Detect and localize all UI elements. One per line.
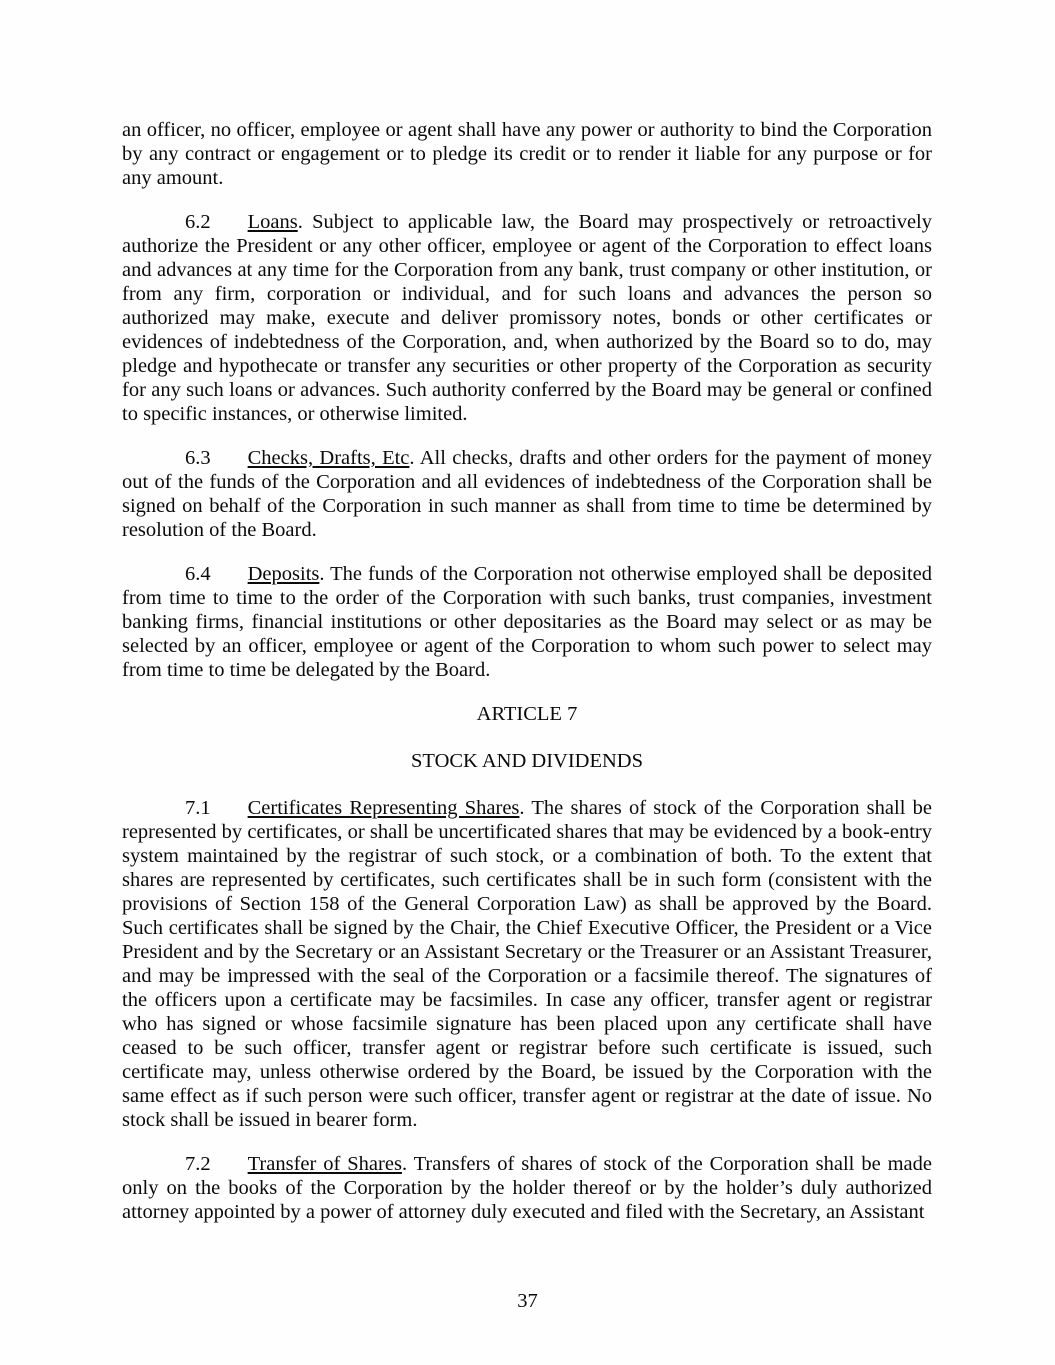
section-6-3 bbox=[122, 446, 932, 542]
section-6-3-title: Checks, Drafts, Etc bbox=[247, 447, 410, 469]
section-7-2-body: . Transfers of shares of stock of the Corporation shall be made only on the books of the Corporation by the holder thereof or by the holder’s duly authorized attorney appointed by a power of attorney duly executed and filed with the Secretary, an Assistant bbox=[122, 1153, 932, 1223]
section-7-2 bbox=[122, 1152, 932, 1224]
section-6-2-title: Loans bbox=[247, 211, 298, 233]
section-7-1 bbox=[122, 796, 932, 1132]
page-number: 37 bbox=[517, 1290, 538, 1312]
section-7-2-number: 7.2 bbox=[185, 1153, 211, 1175]
section-6-4 bbox=[122, 562, 932, 682]
section-6-4-number: 6.4 bbox=[185, 563, 211, 585]
section-7-1-body: . The shares of stock of the Corporation shall be represented by certificates, or shall be uncertificated shares that may be evidenced by a book-entry system maintained by the registrar of such stock, or a combination of both. To the extent that shares are represented by certificates, such certificates shall be in such form (consistent with the provisions of Section 158 of the General Corporation Law) as shall be approved by the Board. Such certificates shall be signed by the Chair, the Chief Executive Officer, the President or a Vice President and by the Secretary or an Assistant Secretary or the Treasurer or an Assistant Treasurer, and may be impressed with the seal of the Corporation or a facsimile thereof. The signatures of the officers upon a certificate may be facsimiles. In case any officer, transfer agent or registrar who has signed or whose facsimile signature has been placed upon any certificate shall have ceased to be such officer, transfer agent or registrar before such certificate is issued, such certificate may, unless otherwise ordered by the Board, be issued by the Corporation with the same effect as if such person were such officer, transfer agent or registrar at the date of issue. No stock shall be issued in bearer form. bbox=[122, 797, 932, 1131]
section-7-2-title: Transfer of Shares bbox=[247, 1153, 402, 1175]
section-6-2-number: 6.2 bbox=[185, 211, 211, 233]
section-7-1-number: 7.1 bbox=[185, 797, 211, 819]
article-7-subtitle: STOCK AND DIVIDENDS bbox=[411, 750, 643, 772]
section-6-3-number: 6.3 bbox=[185, 447, 211, 469]
section-6-2 bbox=[122, 210, 932, 426]
section-6-4-body: . The funds of the Corporation not otherwise employed shall be deposited from time to time to the order of the Corporation with such banks, trust companies, investment banking firms, financial institutions or other depositaries as the Board may select or as may be selected by an officer, employee or agent of the Corporation to whom such power to select may from time to time be delegated by the Board. bbox=[122, 563, 932, 681]
section-6-3-body: . All checks, drafts and other orders for the payment of money out of the funds of the Corporation and all evidences of indebtedness of the Corporation shall be signed on behalf of the Corporation in such manner as shall from time to time be determined by resolution of the Board. bbox=[122, 447, 932, 541]
section-7-1-title: Certificates Representing Shares bbox=[247, 797, 520, 819]
intro-paragraph: an officer, no officer, employee or agent shall have any power or authority to bind the Corporation by any contract or engagement or to pledge its credit or to render it liable for any purpose or for any amount. bbox=[122, 119, 932, 189]
article-7-heading: ARTICLE 7 bbox=[476, 703, 578, 725]
section-6-4-title: Deposits bbox=[247, 563, 320, 585]
section-6-2-body: . Subject to applicable law, the Board may prospectively or retroactively authorize the President or any other officer, employee or agent of the Corporation to effect loans and advances at any time for the Corporation from any bank, trust company or other institution, or from any firm, corporation or individual, and for such loans and advances the person so authorized may make, execute and deliver promissory notes, bonds or other certificates or evidences of indebtedness of the Corporation, and, when authorized by the Board so to do, may pledge and hypothecate or transfer any securities or other property of the Corporation as security for any such loans or advances. Such authority conferred by the Board may be general or confined to specific instances, or otherwise limited. bbox=[122, 211, 932, 425]
